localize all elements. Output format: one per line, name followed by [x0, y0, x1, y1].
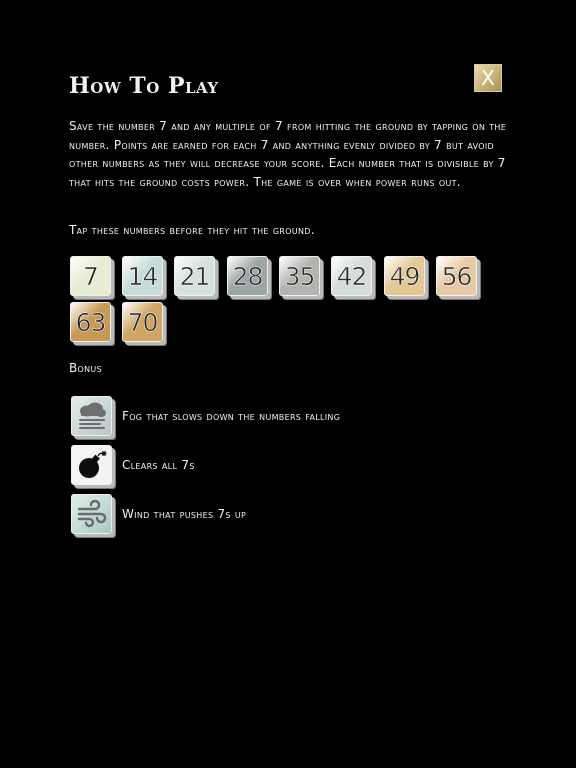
number-tile-28: 28	[227, 256, 268, 296]
tap-instruction: Tap these numbers before they hit the ground.	[69, 223, 315, 237]
number-tile-63: 63	[70, 302, 111, 342]
number-tile-7: 7	[70, 256, 111, 296]
number-tile-56: 56	[436, 256, 477, 296]
number-tile-21: 21	[174, 256, 215, 296]
close-button[interactable]	[474, 64, 502, 92]
wind-icon	[75, 499, 109, 529]
description-text: Save the number 7 and any multiple of 7 from hitting the ground by tapping on the number. Points are earned for each 7 and anything evenly divided by 7 but avoid other numbers as they will decrease your score. Each number that is divisible by 7 that hits the ground costs power. The game is over when power runs out.	[69, 119, 507, 189]
bomb-icon	[75, 449, 109, 481]
number-tile-49: 49	[384, 256, 425, 296]
number-tile-70: 70	[122, 302, 163, 342]
bonus-heading: Bonus	[69, 361, 102, 375]
number-tile-35: 35	[279, 256, 320, 296]
fog-icon	[75, 401, 109, 431]
wind-bonus-tile	[71, 494, 112, 534]
close-label: X	[481, 66, 495, 90]
bomb-bonus-text: Clears all 7s	[122, 458, 195, 472]
fog-bonus-tile	[71, 396, 112, 436]
bomb-bonus-tile	[71, 445, 112, 485]
page-title: How To Play	[69, 73, 219, 99]
number-tile-14: 14	[122, 256, 163, 296]
number-tile-42: 42	[331, 256, 372, 296]
fog-bonus-text: Fog that slows down the numbers falling	[122, 409, 341, 423]
wind-bonus-text: Wind that pushes 7s up	[122, 507, 247, 521]
